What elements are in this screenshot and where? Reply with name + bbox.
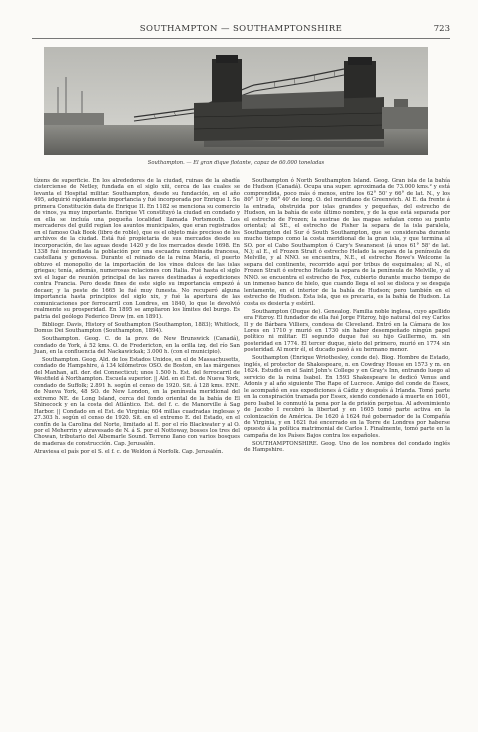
page-header [32,24,450,38]
article-paragraph: Southampton. Geog. C. de la prov. de New Brunswick (Canadá), condado de York, á 52 kms. O. de Fredericton, en la orilla izq. del río San Juan, en la confluencia del Nackawickak; 3.000 h. (con el municipio). [34,336,240,355]
bibliography-paragraph: Bibliogr. Davis, History of Southampton (Southampton, 1883); Whitlock, Domus Dei Southampton (Southampton, 1894). [34,321,240,335]
article-paragraph: tízens de superficie. En los alrededores de la ciudad, ruinas de la abadía cisterciense de Netley, fundada en el siglo xiii, cerca de las cuales se levanta el Hospital militar. Southampton, desde su fundación, en el año 495, adquirió rápidamente importancia y fué incorporada por Enrique I. Su primera Constitución data de Enrique II. En 1182 se menciona su comercio de vinos, ya muy importante. Enrique VI constituyó la ciudad en condado y en ella se incluía una pequeña localidad llamada Portsmouth. Los mercaderes del guild regían los asuntos municipales, que eran registrados en el famoso Oak Book (libro de roble), que es el objeto más precioso de los archivos de la ciudad. Está fué propietaria de sus mercados desde su incorporación, de las aguas desde 1420 y de los mercados desde 1698. En 1338 fué incendiada la población por una escuadra combinada francesa, castellana y genovesa. Durante el reinado de la reina María, el puerto obtuvo el monopolio de la importación de los vinos dulces de las islas griegas; tenía, además, numerosas relaciones con Italia. Fué hasta el siglo xvi el lugar de reunión principal de las naves destinadas á expediciones contra Francia. Pero desde fines de este siglo su importancia empezó á decaer, y la peste de 1665 le fué muy funesta. No recuperó alguna importancia hasta principios del siglo xix, y fué la apertura de las comunicaciones por ferrocarril con Londres, en 1840, lo que le devolvió realmente su prosperidad. En 1895 se ampliaron los límites del burgo. Es patria del geólogo Federico Drew (m. en 1891). [34,178,240,320]
article-paragraph: Atraviesa el país por el S. el f. c. de Weldon á Norfolk. Cap. Jerusalén. [34,448,224,455]
header-rule [32,38,450,39]
article-paragraph: SOUTHAMPTONSHIRE. Geog. Uno de los nombres del condado inglés de Hampshire. [244,440,450,454]
article-paragraph: Southampton (Duque de). Genealog. Familia noble inglesa, cuyo apellido era Fitzroy. El fundador de ella fué Jorge Fitzroy, hijo natural del rey Carlos II y de Bárbara Villiers, condesa de Cleveland. Entró en la Cámara de los Lores en 1710 y murió en 1730 sin haber desempeñado ningún papel político ni militar. El segundo duque fué su hijo Guillermo, m. sin posteridad en 1774. El tercer duque, nieto del primero, murió en 1774 sin posteridad. Al morir él, el ducado pasó á su hermano menor. [244,308,450,354]
right-column [244,178,450,455]
left-column [34,178,240,457]
article-paragraph: Southampton ó North Southampton Island. Geog. Gran isla de la bahía de Hudson (Canadá). Ocupa una super. aproximada de 73.000 kms.² y está comprendida, poco más ó menos, entre los 62° 50' y 66° de lat. N., y los 80° 10' y 86° 40' de long. O. del meridiano de Greenwich. Al E. da frente á la entrada, obstruida por islas grandes y pequeñas, del estrecho de Hudson, en la bahía de este último nombre, y de la que está separada por el estrecho de Frozen; la sustrae de las mapas señalan como su punto oriental; al SE., el estrecho de Fisher la separa de la isla paralela, Southampton del Sur ó South Southampton, que se consideraba durante mucho tiempo como la costa meridional de la gran isla, y que termina al SO. por el Cabo Southampton ó Cary's Swansnest (á unos 61° 58' de lat. N.); al E., el Frozen Strait ó estrecho Helado la separa de la península de Melville, y al NNO. se encuentra, N.E., el estrecho Rowe's Welcome la separa del continente, recorrido aquí por tribus de esquimales; al N., el Frozen Strait ó estrecho Helado la separa de la península de Melville, y al NNO. se encuentra el estrecho de Fox, cubierto durante mucho tiempo de un inmenso banco de hielo, que cuando llega el sol se disloca y se desgaja lentamente, en el interior de la bahía de Hudson; pero también en el estrecho de Hudson. Esta isla, que es precaria, es la bahía de Hudson. La costa es desierta y estéril. [244,178,450,307]
page-number: 723 [433,24,450,34]
article-paragraph: Southampton. Geog. Ald. de los Estados Unidos, en el de Massachusetts, condado de Hampshire, á 134 kilómetros OSO. de Boston, en las márgenes del Manhan, afl. der. del Connecticut; unos 1.500 h. Est. del ferrocarril de Westfield á Northampton. Escuela superior. || Ald. en el Est. de Nueva York, condado de Suffolk; 2.891 h. según el censo de 1920. Sit. á 128 kms. ENE. de Nueva York, 48 SO. de New London, en la península meridional del extremo NE. de Long Island, cerca del fondo oriental de la bahía de El Shinecock y en la costa del Atlántico. Est. del f. c. de Manorville á Sag Harbor. || Condado en el Est. de Virginia; 604 millas cuadradas inglesas y 27.303 h. según el censo de 1920. Sit. en el extremo E. del Estado, en el confín de la Carolina del Norte, limitado al E. por el río Blackwater y al O. por el Meherrin y atravesado de N. á S. por el Nottoway, bosses los tres del Chowan, tributario del Albemarle Sound. Terreno llano con varios bosques de maderas de construcción. Cap. Jerusalén. [34,357,240,447]
article-paragraph: Southampton (Enrique Wriothesley, conde de). Biog. Hombre de Estado, inglés, el protector de Shakespeare, n. en Cowdray House en 1573 y m. en 1624. Estudió en el Saint John's College y en Gray's Inn, entrando luego al servicio de la reina Isabel. En 1593 Shakespeare le dedicó Venus and Adonis y al año siguiente The Rape of Lucrece. Amigo del conde de Essex, le acompañó en sus expediciones á Cádiz y después á Irlanda. Tomó parte en la conspiración tramada por Essex, siendo condenado á muerte en 1601, pero Isabel le conmutó la pena por la de prisión perpetua. Al advenimiento de Jacobo I recobró la libertad y en 1605 tomó parte activa en la colonización de América. De 1620 á 1624 fué gobernador de la Compañía de Virginia, y en 1621 fué encerrado en la Torre de Londres por haberse opuesto á la política matrimonial de Carlos I. Finalmente, tomó parte en la campaña de los Países Bajos contra los españoles. [244,355,450,439]
floating-dock-photo [44,47,428,155]
running-title: SOUTHAMPTON — SOUTHAMPTONSHIRE [139,24,343,34]
floating-dock-illustration [44,47,428,155]
figure-caption: Southampton. — El gran dique flotante, capaz de 60.000 toneladas [147,160,325,166]
